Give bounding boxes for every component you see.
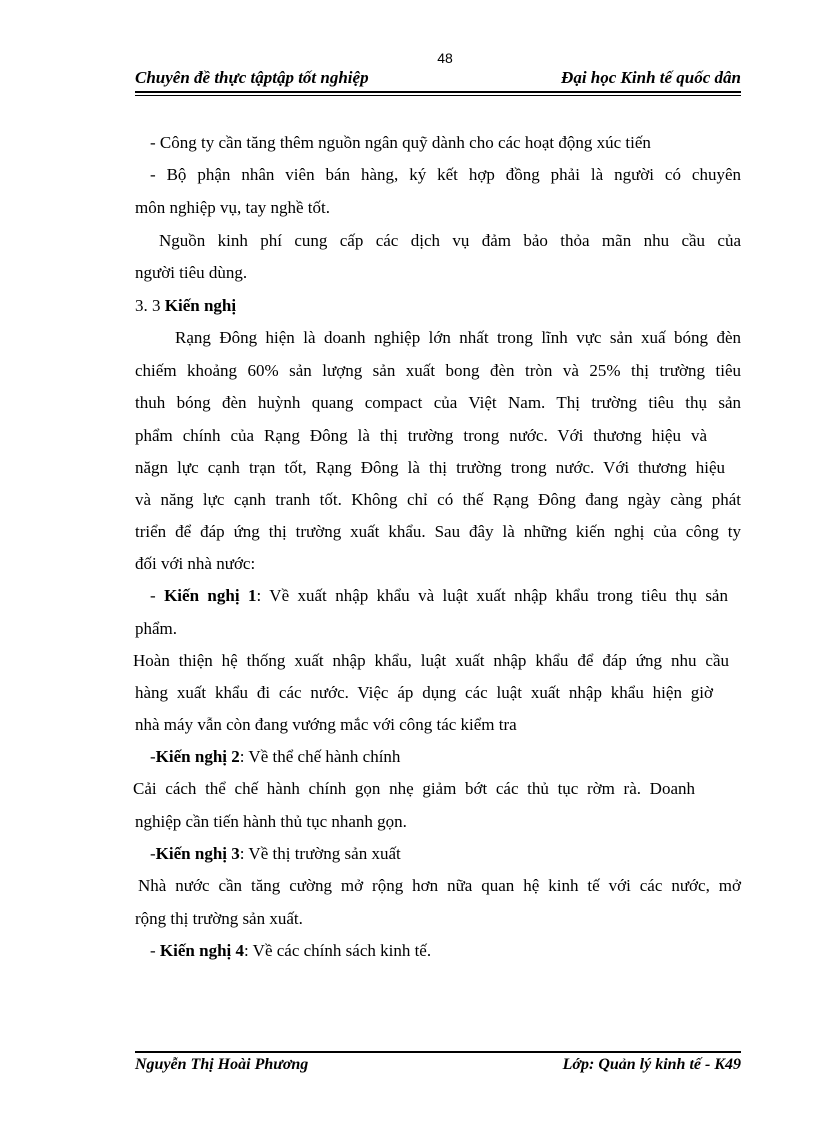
paragraph-line: Cải cách thể chế hành chính gọn nhẹ giảm bớt các thủ tục rờm rà. Doanh — [133, 779, 695, 798]
recommendation-label: Kiến nghị 3 — [155, 844, 240, 863]
recommendation-label: Kiến nghị 1 — [164, 586, 257, 605]
section-heading — [135, 296, 236, 316]
recommendation-text: : Về các chính sách kinh tế. — [244, 941, 432, 960]
paragraph-line: và năng lực cạnh tranh tốt. Không chỉ có thế Rạng Đông đang ngày càng phát — [135, 490, 741, 509]
page-number: 48 — [437, 50, 453, 66]
header-university: Đại học Kinh tế quốc dân — [561, 68, 741, 87]
paragraph-line: Nguồn kinh phí cung cấp các dịch vụ đảm bảo thỏa mãn nhu cầu của — [159, 231, 741, 250]
bullet-dash: - — [150, 586, 165, 605]
recommendation-label: Kiến nghị 2 — [155, 747, 240, 766]
paragraph-line: đối với nhà nước: — [135, 554, 256, 573]
paragraph-line: - Công ty cần tăng thêm nguồn ngân quỹ dành cho các hoạt động xúc tiến — [150, 133, 651, 152]
paragraph-line: môn nghiệp vụ, tay nghề tốt. — [135, 198, 331, 217]
paragraph-line: Rạng Đông hiện là doanh nghiệp lớn nhất trong lĩnh vực sản xuấ bóng đèn — [175, 328, 741, 347]
paragraph-line: thuh bóng đèn huỳnh quang compact của Việt Nam. Thị trường tiêu thụ sản — [135, 393, 741, 412]
recommendation-2 — [150, 747, 400, 767]
section-title: Kiến nghị — [164, 296, 237, 315]
recommendation-3 — [150, 844, 401, 864]
recommendation-text: : Về xuất nhập khẩu và luật xuất nhập khẩu trong tiêu thụ sản — [256, 586, 728, 605]
paragraph-line: Hoàn thiện hệ thống xuất nhập khẩu, luật xuất nhập khẩu để đáp ứng nhu cầu — [133, 651, 729, 670]
footer-rule — [135, 1051, 741, 1053]
recommendation-text: : Về thể chế hành chính — [239, 747, 401, 766]
paragraph-line: người tiêu dùng. — [135, 263, 248, 282]
bullet-dash: - — [150, 941, 160, 960]
footer-author: Nguyễn Thị Hoài Phương — [135, 1056, 309, 1073]
recommendation-text: : Về thị trường sản xuất — [239, 844, 401, 863]
section-number: 3. 3 — [135, 296, 165, 315]
recommendation-1 — [150, 586, 728, 606]
paragraph-line: - Bộ phận nhân viên bán hàng, ký kết hợp đồng phải là người có chuyên — [150, 165, 741, 184]
paragraph-line: phẩm chính của Rạng Đông là thị trường trong nước. Với thương hiệu và — [135, 426, 707, 445]
header-rule — [135, 91, 741, 93]
paragraph-line: Nhà nước cần tăng cường mở rộng hơn nữa quan hệ kinh tế với các nước, mở — [138, 876, 741, 895]
header-rule-thin — [135, 95, 741, 96]
header-course-title: Chuyên đề thực tậptập tốt nghiệp — [135, 68, 369, 87]
paragraph-line: triển để đáp ứng thị trường xuất khẩu. Sau đây là những kiến nghị của công ty — [135, 522, 741, 541]
paragraph-line: năgn lực cạnh trạn tốt, Rạng Đông là thị trường trong nước. Với thương hiệu — [135, 458, 725, 477]
paragraph-line: rộng thị trường sản xuất. — [135, 909, 303, 928]
bullet-dash: - — [150, 747, 156, 766]
paragraph-line: nghiệp cần tiến hành thủ tục nhanh gọn. — [135, 812, 407, 831]
paragraph-line: hàng xuất khẩu đi các nước. Việc áp dụng các luật xuất nhập khẩu hiện giờ — [135, 683, 713, 702]
footer-class: Lớp: Quản lý kinh tế - K49 — [562, 1056, 741, 1073]
recommendation-label: Kiến nghị 4 — [159, 941, 245, 960]
paragraph-line: chiếm khoảng 60% sản lượng sản xuất bong đèn tròn và 25% thị trường tiêu — [135, 361, 741, 380]
bullet-dash: - — [150, 844, 156, 863]
recommendation-4 — [150, 941, 431, 961]
page-header — [135, 66, 741, 90]
paragraph-line: nhà máy vẫn còn đang vướng mắc với công tác kiểm tra — [135, 715, 517, 734]
paragraph-line: phẩm. — [135, 619, 178, 638]
